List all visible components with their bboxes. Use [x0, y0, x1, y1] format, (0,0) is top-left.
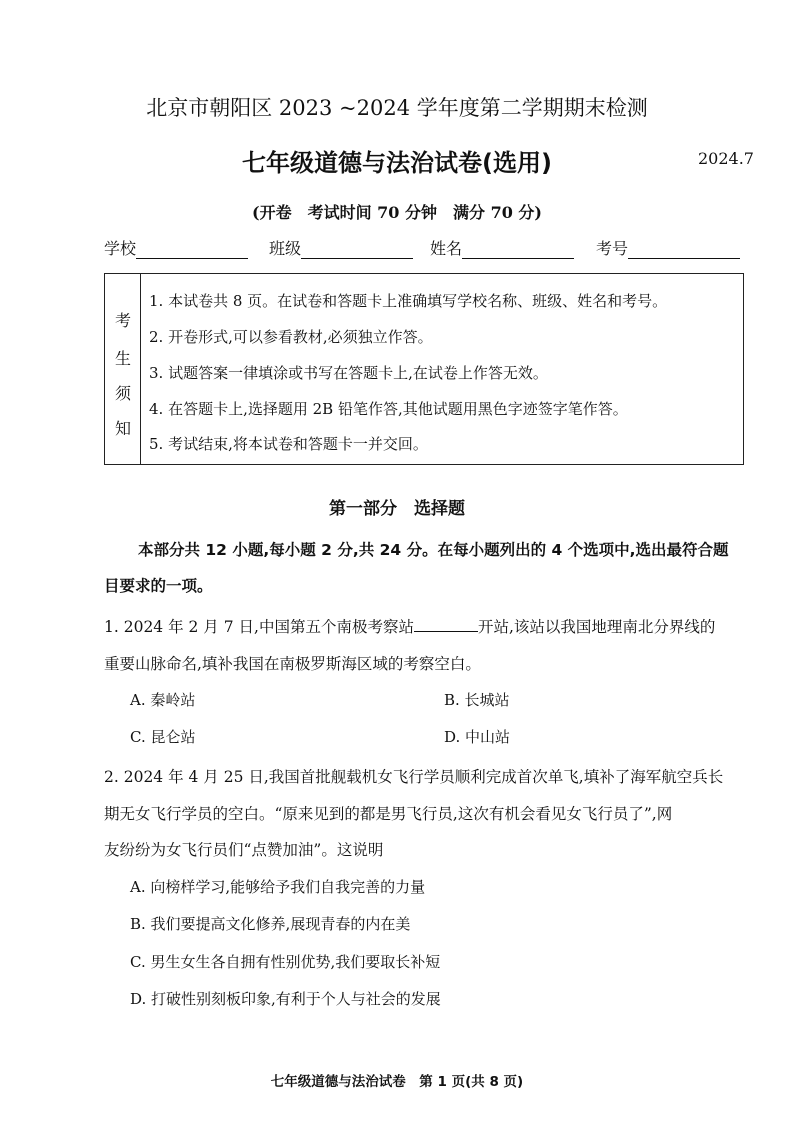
question-2-line: 友纷纷为女飞行员们“点赞加油”。这说明	[104, 841, 384, 859]
name-label: 姓名	[430, 239, 463, 258]
question-2-line: 期无女飞行学员的空白。“原来见到的都是男飞行员,这次有机会看见女飞行员了”,网	[104, 805, 673, 823]
notice-label-char: 知	[114, 419, 131, 438]
notice-item: 2. 开卷形式,可以参看教材,必须独立作答。	[149, 328, 433, 346]
question-1-text: 开站,该站以我国地理南北分界线的	[477, 618, 716, 636]
question-1-line	[104, 615, 715, 637]
class-label: 班级	[269, 239, 302, 258]
question-1-line: 重要山脉命名,填补我国在南极罗斯海区域的考察空白。	[104, 655, 481, 673]
exam-header-title: 北京市朝阳区 2023 ~2024 学年度第二学期期末检测	[146, 96, 648, 120]
section-intro-line: 目要求的一项。	[104, 577, 213, 595]
exam-date: 2024.7	[698, 149, 754, 168]
school-field	[104, 236, 248, 259]
exam-number-field	[596, 236, 740, 259]
school-label: 学校	[104, 239, 137, 258]
question-1-blank	[414, 617, 478, 632]
exam-number-blank[interactable]	[628, 242, 740, 259]
question-1-text: 1. 2024 年 2 月 7 日,中国第五个南极考察站	[104, 618, 414, 636]
question-2-option-d: D. 打破性别刻板印象,有利于个人与社会的发展	[130, 990, 441, 1008]
class-blank[interactable]	[301, 242, 413, 259]
student-info-row	[104, 236, 744, 260]
question-1-option-d: D. 中山站	[444, 728, 511, 746]
question-1-option-b: B. 长城站	[444, 691, 510, 709]
notice-label-char: 生	[114, 349, 131, 368]
question-2-option-a: A. 向榜样学习,能够给予我们自我完善的力量	[130, 878, 426, 896]
name-field	[430, 236, 574, 259]
name-blank[interactable]	[462, 242, 574, 259]
notice-item: 3. 试题答案一律填涂或书写在答题卡上,在试卷上作答无效。	[149, 364, 548, 382]
question-1-option-a: A. 秦岭站	[130, 691, 196, 709]
question-2-option-b: B. 我们要提高文化修养,展现青春的内在美	[130, 915, 411, 933]
school-blank[interactable]	[136, 242, 248, 259]
notice-label-column	[105, 274, 141, 464]
section-intro-line: 本部分共 12 小题,每小题 2 分,共 24 分。在每小题列出的 4 个选项中,选出最符合题	[138, 541, 729, 559]
notice-label-char: 考	[114, 311, 131, 330]
section-title: 第一部分 选择题	[329, 499, 465, 519]
notice-label-char: 须	[114, 384, 131, 403]
page-footer: 七年级道德与法治试卷 第 1 页(共 8 页)	[270, 1074, 524, 1090]
candidate-notice-box	[104, 273, 744, 465]
exam-number-label: 考号	[596, 239, 629, 258]
question-1-option-c: C. 昆仑站	[130, 728, 196, 746]
exam-name: 七年级道德与法治试卷(选用)	[242, 149, 552, 177]
notice-item: 5. 考试结束,将本试卷和答题卡一并交回。	[149, 435, 428, 453]
notice-item: 1. 本试卷共 8 页。在试卷和答题卡上准确填写学校名称、班级、姓名和考号。	[149, 292, 668, 310]
question-2-line: 2. 2024 年 4 月 25 日,我国首批舰载机女飞行学员顺利完成首次单飞,填补了海军航空兵长	[104, 768, 724, 786]
notice-item: 4. 在答题卡上,选择题用 2B 铅笔作答,其他试题用黑色字迹签字笔作答。	[149, 400, 628, 418]
class-field	[269, 236, 413, 259]
exam-subtitle: (开卷 考试时间 70 分钟 满分 70 分)	[252, 203, 542, 222]
question-2-option-c: C. 男生女生各自拥有性别优势,我们要取长补短	[130, 953, 441, 971]
